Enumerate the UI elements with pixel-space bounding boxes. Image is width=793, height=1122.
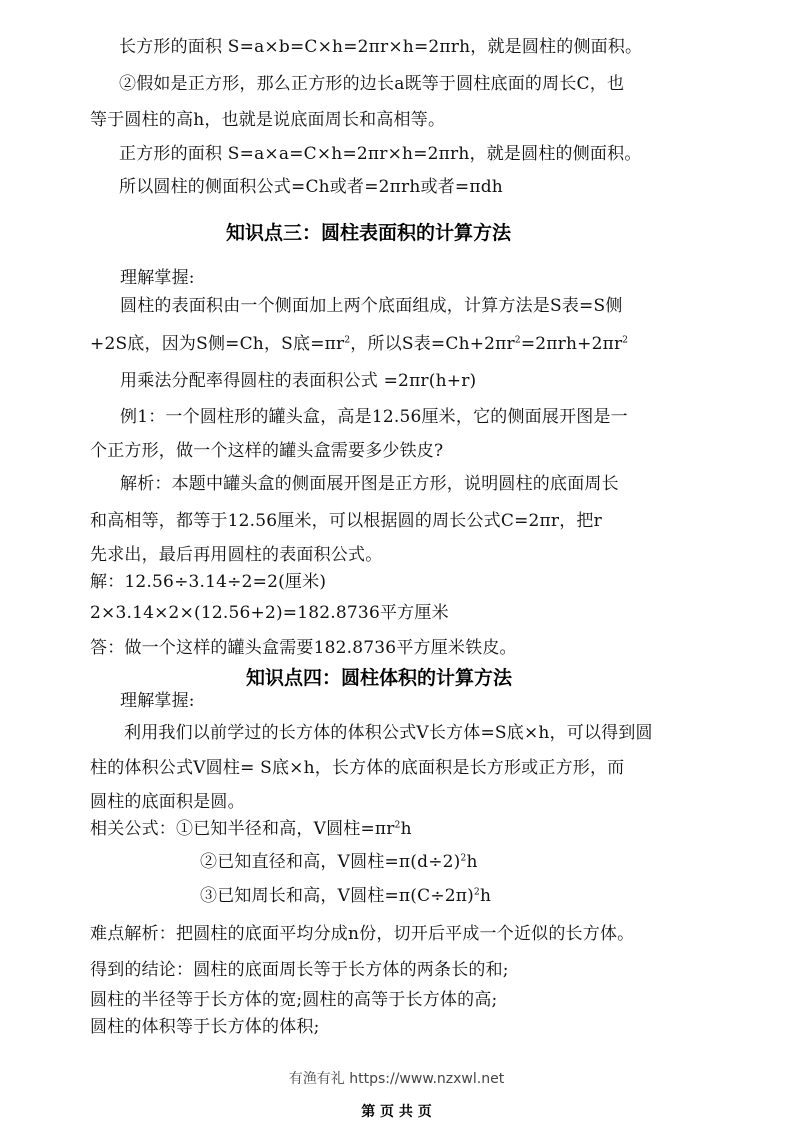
text-line: ②假如是正方形，那么正方形的边长a既等于圆柱底面的周长C，也 [119,74,625,94]
text-line: 先求出，最后再用圆柱的表面积公式。 [90,545,383,565]
text-line: 理解掌握: [120,268,195,288]
text-line: 用乘法分配率得圆柱的表面积公式 =2πr(h+r) [120,371,477,391]
superscript: 2 [514,335,521,346]
text-line: 等于圆柱的高h，也就是说底面周长和高相等。 [90,110,446,130]
footer-page-number: 第 页 共 页 [361,1104,432,1120]
text-line: 2×3.14×2×(12.56+2)=182.8736平方厘米 [90,603,449,623]
text-line: 正方形的面积 S=a×a=C×h=2πr×h=2πrh，就是圆柱的侧面积。 [119,144,642,164]
text-line [90,817,412,841]
footer-watermark: 有渔有礼 https://www.nzxwl.net [288,1071,505,1087]
text-line: 长方形的面积 S=a×b=C×h=2πr×h=2πrh，就是圆柱的侧面积。 [119,37,643,57]
text-line: 圆柱的表面积由一个侧面加上两个底面组成，计算方法是S表=S侧 [120,296,623,316]
section-heading: 知识点三：圆柱表面积的计算方法 [226,222,512,244]
text-line: 和高相等，都等于12.56厘米，可以根据圆的周长公式C=2πr，把r [90,511,602,531]
text-line: 解：12.56÷3.14÷2=2(厘米) [90,572,327,592]
formula-text: ，所以S表=Ch+2πr [350,334,515,354]
text-line [90,332,628,356]
text-line: 解析：本题中罐头盒的侧面展开图是正方形，说明圆柱的底面周长 [120,474,619,494]
superscript: 2 [344,335,351,346]
section-heading: 知识点四：圆柱体积的计算方法 [246,667,513,689]
text-line: 圆柱的体积等于长方体的体积; [90,1017,320,1037]
formula-text: 相关公式：①已知半径和高，V圆柱=πr [90,819,395,839]
formula-text: ②已知直径和高，V圆柱=π(d÷2) [200,852,461,872]
text-line [200,850,478,874]
text-line: 难点解析：把圆柱的底面平均分成n份，切开后平成一个近似的长方体。 [90,924,635,944]
text-line: 圆柱的底面积是圆。 [90,792,245,812]
text-line: 得到的结论：圆柱的底面周长等于长方体的两条长的和; [90,960,509,980]
text-line: 理解掌握: [120,691,195,711]
formula-text: h [466,852,478,872]
text-line: 所以圆柱的侧面积公式=Ch或者=2πrh或者=πdh [119,177,503,197]
text-line: 答：做一个这样的罐头盒需要182.8736平方厘米铁皮。 [90,638,517,658]
text-line: 圆柱的半径等于长方体的宽;圆柱的高等于长方体的高; [90,990,498,1010]
text-line: 例1：一个圆柱形的罐头盒，高是12.56厘米，它的侧面展开图是一 [120,407,628,427]
text-line: 利用我们以前学过的长方体的体积公式V长方体=S底×h，可以得到圆 [124,723,653,743]
text-line: 个正方形，做一个这样的罐头盒需要多少铁皮? [90,441,444,461]
superscript: 2 [622,335,629,346]
formula-text: =2πrh+2πr [520,334,623,354]
superscript: 2 [394,820,401,831]
text-line: 柱的体积公式V圆柱= S底×h，长方体的底面积是长方形或正方形，而 [90,758,625,778]
superscript: 2 [474,887,480,898]
formula-text: ③已知周长和高，V圆柱=π(C÷2π) [200,886,474,906]
formula-text: h [400,819,412,839]
text-line [200,884,491,908]
superscript: 2 [460,853,467,864]
formula-text: h [479,886,492,906]
formula-text: +2S底，因为S侧=Ch，S底=πr [90,334,345,354]
